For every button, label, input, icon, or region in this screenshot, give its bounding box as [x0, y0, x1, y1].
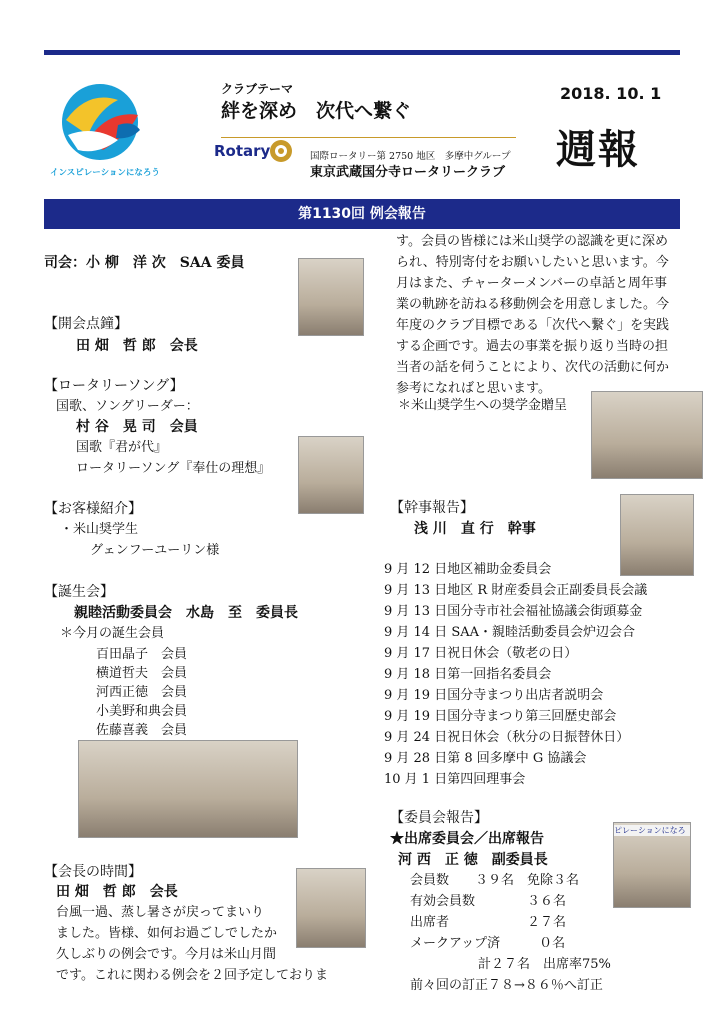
attendance-line: メークアップ済 ０名	[410, 936, 566, 951]
club-theme: 絆を深め 次代へ繋ぐ	[221, 100, 412, 122]
schedule-item: 9 月 24 日祝日休会（秋分の日振替休日）	[384, 730, 630, 745]
club-logo	[50, 80, 160, 180]
secretary-name: 浅 川 直 行 幹事	[414, 521, 536, 537]
issue-date: 2018. 10. 1	[560, 84, 662, 103]
birthday-member: 河西正徳 会員	[96, 685, 188, 700]
schedule-item: 9 月 19 日国分寺まつり第三回歴史部会	[384, 709, 617, 724]
chair-line: 司会：小 柳 洋 次 SAA 委員	[44, 255, 245, 271]
schedule-item: 9 月 13 日地区 R 財産委員会正副委員長会議	[384, 583, 648, 598]
president-photo	[296, 868, 366, 948]
meeting-banner	[44, 199, 680, 229]
schedule-item: 9 月 28 日第 8 回多摩中 G 協議会	[384, 751, 587, 766]
chair-photo	[298, 258, 364, 336]
president-body-line: 台風一過、蒸し暑さが戻ってまいり	[56, 905, 265, 920]
song-heading: 【ロータリーソング】	[44, 378, 184, 394]
song-2: ロータリーソング『奉仕の理想』	[76, 461, 271, 476]
president-body-line: 久しぶりの例会です。今月は米山月間	[56, 947, 276, 962]
intro-line: 参考になればと思います。	[396, 381, 551, 396]
schedule-item: 9 月 17 日祝日休会（敬老の日）	[384, 646, 578, 661]
secretary-photo	[620, 494, 694, 576]
intro-line: 業の軌跡を訪ねる移動例会を用意しました。今	[396, 297, 670, 312]
scholarship-photo	[591, 391, 703, 479]
attendance-line: 有効会員数 ３６名	[410, 894, 567, 909]
song-leader-label: 国歌、ソングリーダー：	[56, 399, 199, 414]
intro-line: 当者の話を伺うことにより、次代の活動に何か	[396, 360, 670, 375]
intro-line: 年度のクラブ目標である「次代へ繋ぐ」を実践	[396, 318, 670, 333]
schedule-item: 9 月 12 日地区補助金委員会	[384, 562, 552, 577]
birthday-chair: 親睦活動委員会 水島 至 委員長	[74, 605, 298, 621]
song-leader-photo	[298, 436, 364, 514]
committee-sub: ★出席委員会／出席報告	[390, 831, 544, 847]
president-heading: 【会長の時間】	[44, 864, 142, 880]
intro-line: られ、特別寄付をお願いしたいと思います。今	[396, 255, 669, 270]
top-rule	[44, 50, 680, 55]
birthday-member: 佐藤喜義 会員	[96, 723, 188, 738]
committee-heading: 【委員会報告】	[390, 810, 488, 826]
theme-label: クラブテーマ	[221, 82, 294, 96]
birthday-sub: ＊今月の誕生会員	[60, 626, 165, 641]
scholar-caption: ＊米山奨学生への奨学金贈呈	[398, 398, 568, 413]
birthday-group-photo	[78, 740, 298, 838]
rotary-wordmark: Rotary	[214, 142, 271, 160]
birthday-member: 百田晶子 会員	[96, 647, 188, 662]
intro-line: す。会員の皆様には米山奨学の認識を更に深め	[396, 234, 668, 249]
schedule-item: 10 月 1 日第四回理事会	[384, 772, 526, 787]
attendance-line: 計２７名 出席率75%	[478, 957, 611, 972]
logo-caption: インスピレーションになろう	[50, 168, 160, 178]
opening-name: 田 畑 哲 郎 会長	[76, 338, 198, 354]
birthday-member: 小美野和典会員	[96, 704, 188, 719]
attendance-line: 会員数 ３９名 免除３名	[410, 873, 580, 888]
song-leader-name: 村 谷 晃 司 会員	[76, 419, 198, 435]
secretary-heading: 【幹事報告】	[390, 500, 474, 516]
guest-line-1: ・米山奨学生	[60, 522, 139, 537]
schedule-item: 9 月 19 日国分寺まつり出店者説明会	[384, 688, 604, 703]
committee-name: 河 西 正 徳 副委員長	[398, 852, 548, 868]
president-body-line: です。これに関わる例会を２回予定しておりま	[56, 968, 328, 983]
intro-line: する企画です。過去の事業を振り返り当時の担	[396, 339, 668, 354]
district-label: 国際ロータリー第 2750 地区 多摩中グループ	[310, 151, 511, 162]
intro-line: 月はまた、チャーターメンバーの卓話と周年事	[396, 276, 668, 291]
photo-banner-text: ピレーションになろ	[614, 825, 690, 836]
attendance-line: 前々回の訂正７８→８６％へ訂正	[410, 978, 603, 993]
opening-heading: 【開会点鐘】	[44, 316, 128, 332]
weekly-title: 週報	[556, 127, 640, 173]
gold-rule	[221, 137, 516, 138]
birthday-member: 横道哲夫 会員	[96, 666, 188, 681]
president-name: 田 畑 哲 郎 会長	[56, 884, 178, 900]
attendance-line: 出席者 ２７名	[410, 915, 567, 930]
guest-line-2: グェンフーユーリン様	[90, 543, 220, 558]
birthday-heading: 【誕生会】	[44, 584, 114, 600]
song-1: 国歌『君が代』	[76, 440, 168, 455]
meeting-banner-text: 第1130回 例会報告	[298, 206, 426, 222]
president-body-line: ました。皆様、如何お過ごしでしたか	[56, 926, 278, 941]
rotary-wheel-icon	[269, 139, 293, 163]
attendance-photo	[613, 822, 691, 908]
schedule-item: 9 月 14 日 SAA・親睦活動委員会炉辺会合	[384, 625, 636, 640]
schedule-item: 9 月 13 日国分寺市社会福祉協議会街頭募金	[384, 604, 643, 619]
schedule-item: 9 月 18 日第一回指名委員会	[384, 667, 552, 682]
guest-heading: 【お客様紹介】	[44, 501, 142, 517]
club-name: 東京武蔵国分寺ロータリークラブ	[310, 165, 506, 180]
